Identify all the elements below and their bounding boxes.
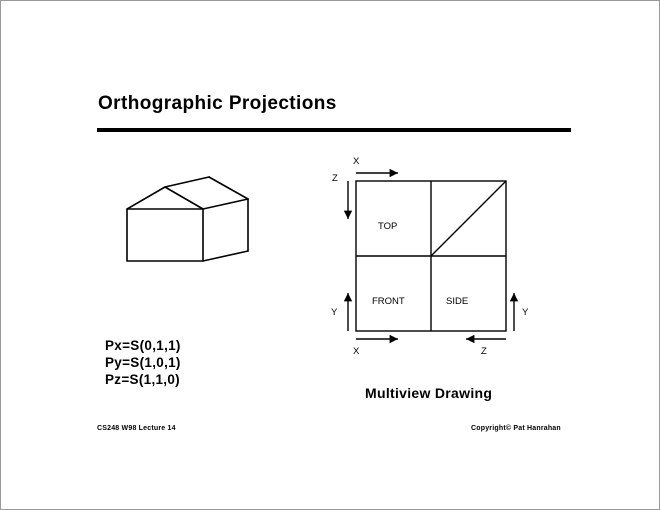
axis-label-left-y: Y: [331, 307, 338, 318]
label-side: SIDE: [446, 296, 469, 307]
house-illustration: [111, 161, 271, 291]
multiview-caption: Multiview Drawing: [365, 385, 493, 401]
axis-label-bottom-z: Z: [481, 346, 487, 357]
projection-equations: [105, 337, 181, 388]
label-top: TOP: [378, 221, 398, 232]
page-title: Orthographic Projections: [98, 93, 337, 114]
axis-label-top-z: Z: [332, 173, 338, 184]
footer-copyright: Copyright© Pat Hanrahan: [471, 425, 561, 432]
equation-px: Px=S(0,1,1): [105, 338, 181, 353]
label-front: FRONT: [372, 296, 405, 307]
footer-course-info: CS248 W98 Lecture 14: [97, 425, 176, 432]
title-underline-rule: [97, 128, 571, 132]
equation-py: Py=S(1,0,1): [105, 355, 181, 370]
axis-label-bottom-x: X: [353, 346, 360, 357]
multiview-diagram: [326, 151, 556, 371]
axis-label-top-x: X: [353, 156, 360, 167]
axis-label-right-y: Y: [522, 307, 529, 318]
equation-pz: Pz=S(1,1,0): [105, 372, 180, 387]
